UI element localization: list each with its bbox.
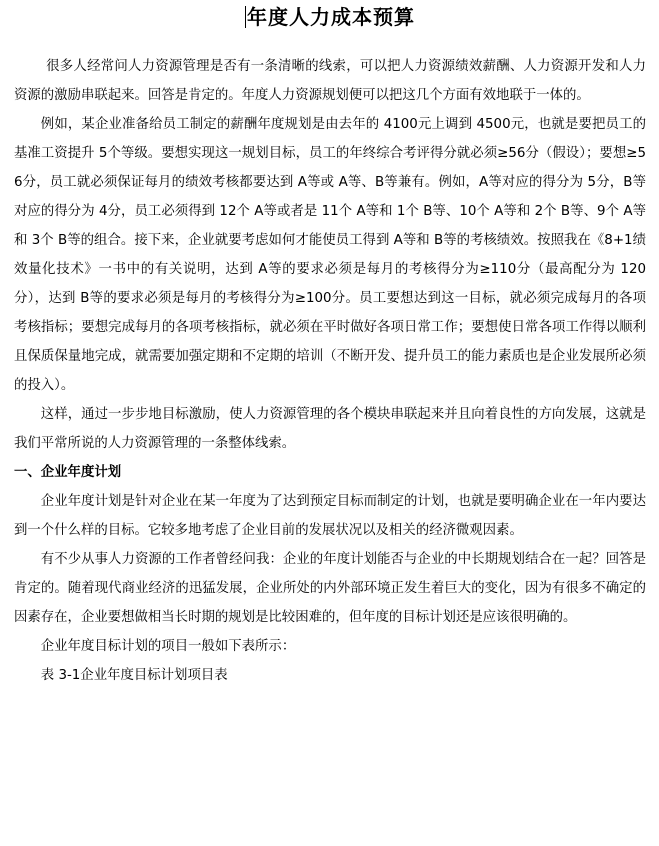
section-1-paragraph-1: 企业年度计划是针对企业在某一年度为了达到预定目标而制定的计划，也就是要明确企业在一年内要达到一个什么样的目标。它较多地考虑了企业目前的发展状况以及相关的经济微观因素。: [14, 494, 646, 538]
intro-paragraph-1: 很多人经常问人力资源管理是否有一条清晰的线索，可以把人力资源绩效薪酬、人力资源开发和人力资源的激励串联起来。回答是肯定的。年度人力资源规划便可以把这几个方面有效地联于一体的。: [14, 59, 646, 103]
intro-paragraph-2: 例如，某企业准备给员工制定的薪酬年度规划是由去年的 4100元上调到 4500元，也就是要把员工的基准工资提升 5个等级。要想实现这一规划目标，员工的年终综合考评得分就必须≥56分（假设）；要想≥56分，员工就必须保证每月的绩效考核都要达到 A等或 A等、B等兼有。例如，A等对应的得分为 5分，B等对应的得分为 4分，员工必须得到 12个 A等或者是 11个 A等和 1个 B等、10个 A等和 2个 B等、9个 A等和 3个 B等的组合。接下来，企业就要考虑如何才能使员工得到 A等和 B等的考核绩效。按照我在《8+1绩效量化技术》一书中的有关说明，达到 A等的要求必须是每月的考核得分为≥110分（最高配分为 120分），达到 B等的要求必须是每月的考核得分为≥100分。员工要想达到这一目标，就必须完成每月的各项考核指标；要想完成每月的各项考核指标，就必须在平时做好各项日常工作；要想使日常各项工作得以顺利且保质保量地完成，就需要加强定期和不定期的培训（不断开发、提升员工的能力素质也是企业发展所必须的投入）。: [14, 117, 646, 393]
document-page: [14, 0, 646, 690]
table-caption: 表 3-1企业年度目标计划项目表: [40, 668, 228, 683]
section-1-heading: 一、企业年度计划: [14, 465, 122, 480]
document-title: [14, 0, 646, 41]
section-1-paragraph-3: 企业年度目标计划的项目一般如下表所示：: [40, 639, 296, 654]
text-cursor: [245, 6, 246, 28]
intro-paragraph-3: 这样，通过一步步地目标激励，使人力资源管理的各个模块串联起来并且向着良性的方向发展，这就是我们平常所说的人力资源管理的一条整体线索。: [14, 407, 646, 451]
document-title-text: 年度人力成本预算: [247, 5, 415, 29]
section-1-paragraph-2: 有不少从事人力资源的工作者曾经问我：企业的年度计划能否与企业的中长期规划结合在一起？回答是肯定的。随着现代商业经济的迅猛发展，企业所处的内外部环境正发生着巨大的变化，因为有很多不确定的因素存在，企业要想做相当长时期的规划是比较困难的，但年度的目标计划还是应该很明确的。: [14, 552, 646, 625]
